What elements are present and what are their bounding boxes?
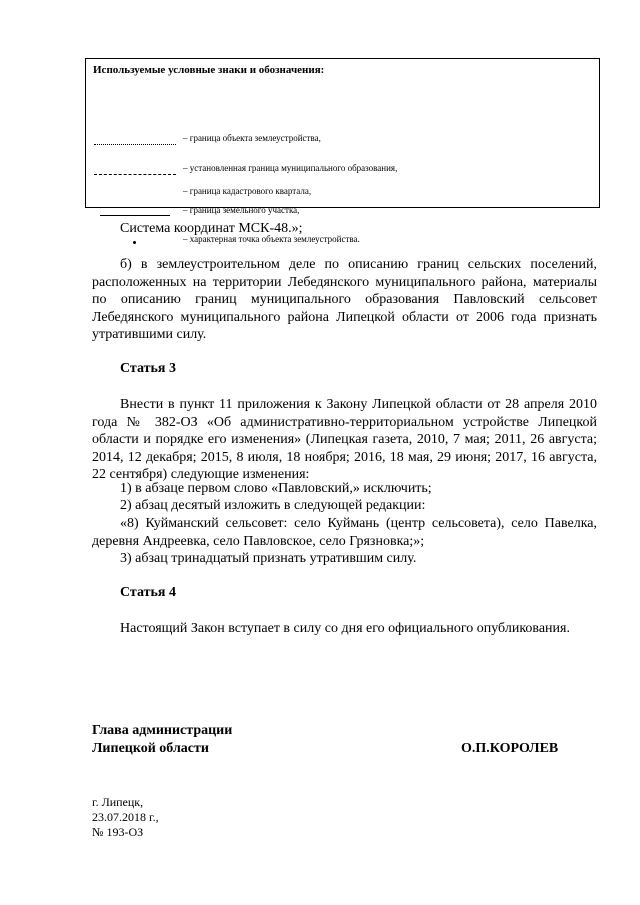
legend-item-text: – граница объекта землеустройства, <box>183 133 321 143</box>
paragraph-b: б) в землеустроительном деле по описанию границ сельских поселений, расположенных на территории Лебедянского муниципального района, материалы по описанию границ муниципального образования Павловский сельсовет Лебедянского муниципального района Липецкой области от 2006 года признать утратившими силу. <box>92 257 597 342</box>
article-3-item-3: 3) абзац тринадцатый признать утратившим силу. <box>120 551 417 566</box>
footer-city: г. Липецк, <box>92 795 144 809</box>
point-symbol <box>133 241 136 244</box>
legend-title: Используемые условные знаки и обозначения: <box>93 64 325 76</box>
legend-item-cadastral-boundary <box>86 185 599 199</box>
article-3-item-1: 1) в абзаце первом слово «Павловский,» исключить; <box>120 481 432 496</box>
legend-item-text: – характерная точка объекта землеустройства. <box>183 234 360 244</box>
signature-title-line-1: Глава администрации <box>92 723 233 738</box>
legend-item-text: – граница кадастрового квартала, <box>183 186 312 196</box>
legend-item-text: – установленная граница муниципального образования, <box>183 163 398 173</box>
dotted-line-symbol <box>94 144 176 145</box>
article-4-heading: Статья 4 <box>120 585 176 600</box>
solid-line-symbol <box>100 215 170 216</box>
article-4-text: Настоящий Закон вступает в силу со дня его официального опубликования. <box>120 621 570 636</box>
dash-dot-line-symbol <box>94 174 176 175</box>
article-3-intro: Внести в пункт 11 приложения к Закону Липецкой области от 28 апреля 2010 года № 382-ОЗ «Об административно-территориальном устройстве Липецкой области и порядке его изменения» (Липецкая газета, 2010, 7 мая; 2011, 26 августа; 2014, 12 декабря; 2015, 8 июля, 18 ноября; 2016, 18 мая, 29 июня; 2017, 16 августа, 22 сентября) следующие изменения: <box>92 397 597 482</box>
article-3-heading: Статья 3 <box>120 361 176 376</box>
article-3-item-2: 2) абзац десятый изложить в следующей редакции: <box>120 498 426 513</box>
legend-item-municipal-boundary <box>86 163 599 182</box>
footer-number: № 193-ОЗ <box>92 825 144 839</box>
signature-title-line-2: Липецкой области <box>92 741 209 756</box>
legend-item-object-boundary <box>86 133 599 152</box>
signature-name: О.П.КОРОЛЕВ <box>461 741 559 756</box>
coordinate-system-line: Система координат МСК-48.»; <box>120 221 303 236</box>
legend-item-text: – граница земельного участка, <box>183 205 300 215</box>
footer-date: 23.07.2018 г., <box>92 810 159 824</box>
article-3-quote: «8) Куйманский сельсовет: село Куймань (центр сельсовета), село Павелка, деревня Андреевка, село Павловское, село Грязновка;»; <box>92 516 597 549</box>
